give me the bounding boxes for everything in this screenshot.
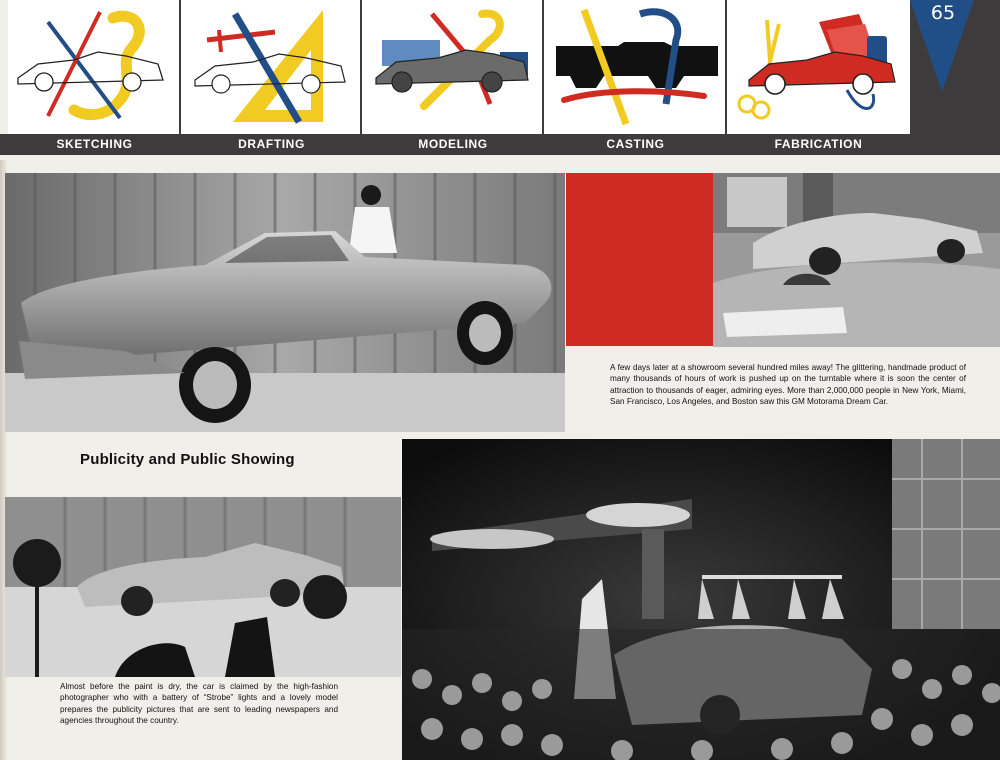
- process-step-sketching: [8, 0, 181, 134]
- modeling-tools-icon: [362, 0, 544, 134]
- section-heading: Publicity and Public Showing: [80, 451, 295, 468]
- photographer-photo: [5, 497, 401, 677]
- red-accent-block: [566, 173, 713, 346]
- page-number: 65: [930, 2, 956, 24]
- casting-mold-icon: [544, 0, 727, 134]
- process-step-fabrication: [727, 0, 910, 134]
- process-step-label: FABRICATION: [774, 137, 863, 151]
- studio-car-photo: [5, 173, 565, 432]
- process-step-label: CASTING: [606, 137, 665, 151]
- showroom-caption: A few days later at a showroom several hundred miles away! The glittering, handmade product of many thousands of hours of work is pushed up on the turntable where it is soon the center of attraction to thousands of eager, admiring eyes. More than 2,000,000 people in New York, Miami, San Francisco, Los Angeles, and Boston saw this GM Motorama Dream Car.: [610, 363, 966, 407]
- process-step-label: MODELING: [418, 137, 488, 151]
- process-step-modeling: [362, 0, 544, 134]
- process-strip: [0, 0, 1000, 160]
- pencil-and-french-curve-icon: [8, 0, 181, 134]
- process-step-casting: [544, 0, 727, 134]
- motorama-stage-image: [402, 439, 1000, 760]
- showroom-turntable-image: [713, 173, 1000, 347]
- photographer-image: [5, 497, 401, 677]
- motorama-stage-photo: [402, 439, 1000, 760]
- triangle-and-t-square-icon: [181, 0, 362, 134]
- fabrication-tools-icon: [727, 0, 910, 134]
- studio-car-image: [5, 173, 565, 432]
- publicity-caption: Almost before the paint is dry, the car is claimed by the high-fashion photographer who with a battery of “Strobe” lights and a lovely model prepares the publicity pictures that are sent to leading newspapers and agencies throughout the country.: [60, 682, 338, 726]
- process-step-label: SKETCHING: [56, 137, 133, 151]
- process-step-drafting: [181, 0, 362, 134]
- process-step-label: DRAFTING: [238, 137, 305, 151]
- showroom-turntable-photo: [713, 173, 1000, 347]
